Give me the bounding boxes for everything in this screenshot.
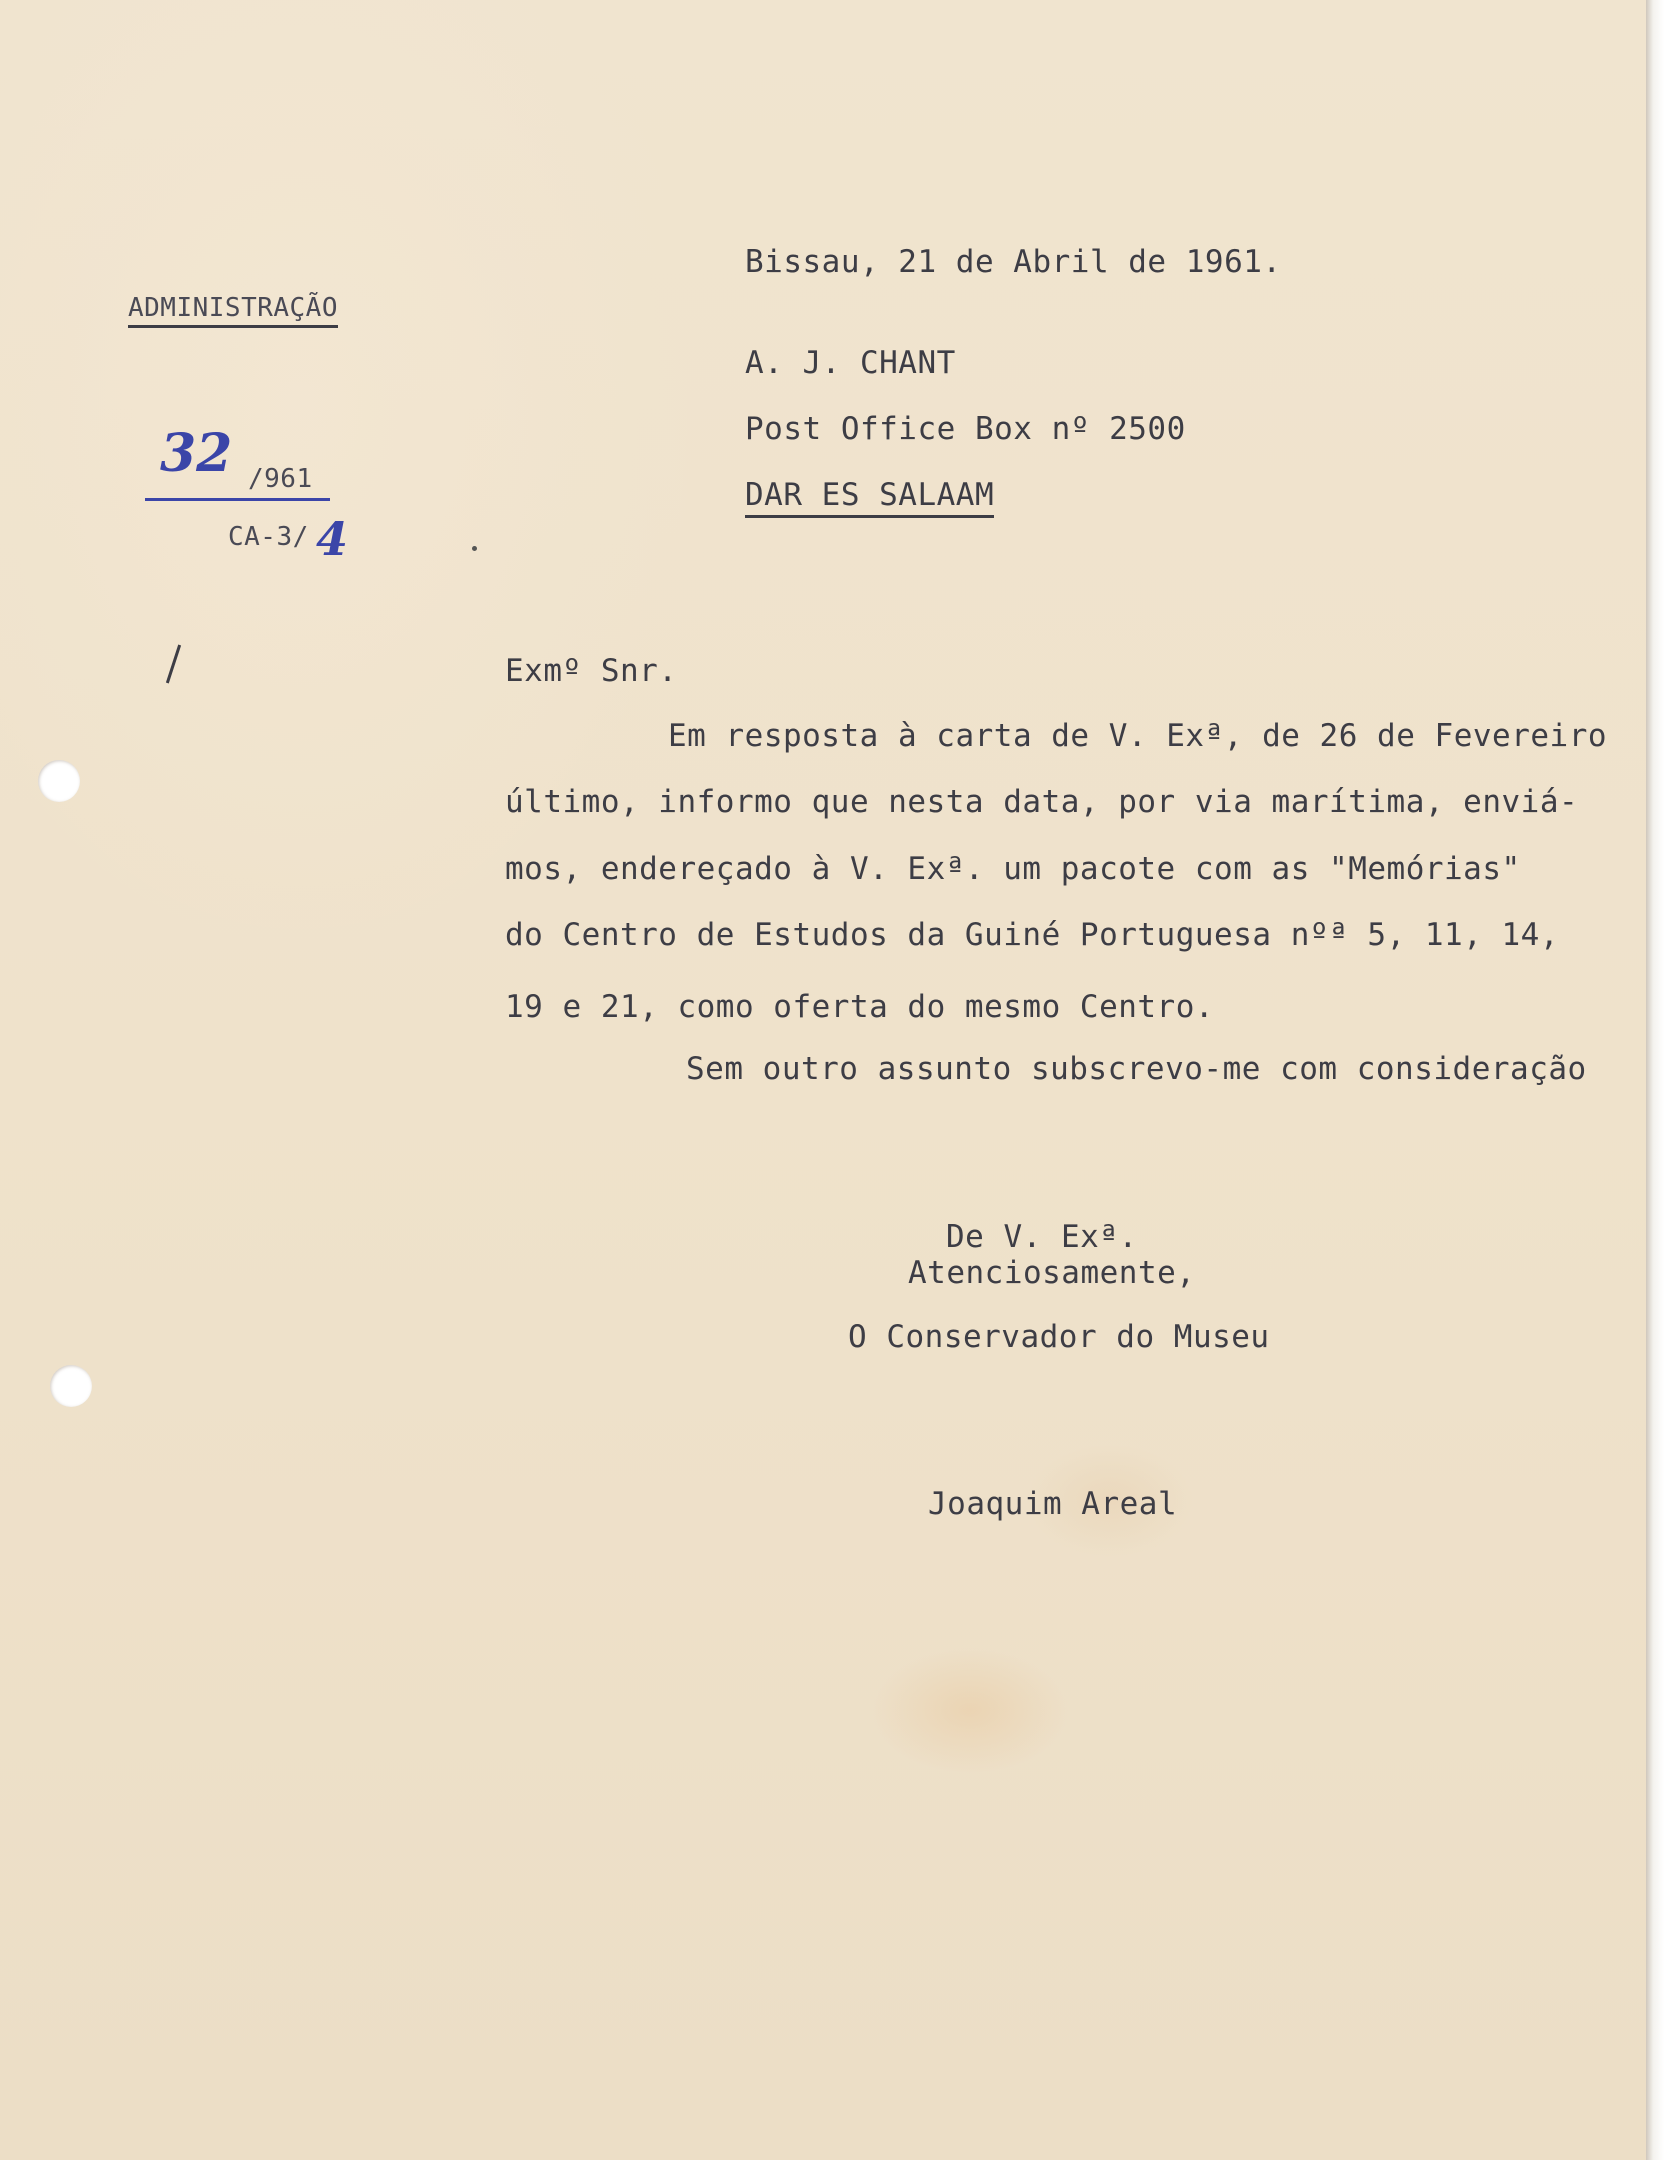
signature-title: O Conservador do Museu xyxy=(848,1319,1270,1355)
body-line: último, informo que nesta data, por via marítima, enviá- xyxy=(505,784,1579,820)
signature-closing: Atenciosamente, xyxy=(908,1255,1196,1291)
reference-code: CA-3/ xyxy=(228,522,309,552)
margin-tick-mark xyxy=(166,645,181,684)
reference-year: /961 xyxy=(248,464,313,494)
date-line: Bissau, 21 de Abril de 1961. xyxy=(745,244,1282,280)
recipient-name: A. J. CHANT xyxy=(745,345,956,381)
reference-underline xyxy=(145,498,330,501)
body-line: Em resposta à carta de V. Exª, de 26 de Fevereiro xyxy=(668,718,1608,754)
punch-hole xyxy=(50,1365,92,1407)
department-heading: ADMINISTRAÇÃO xyxy=(128,295,338,328)
body-line: do Centro de Estudos da Guiné Portuguesa nºª 5, 11, 14, xyxy=(505,917,1559,953)
page-edge xyxy=(1646,0,1664,2160)
handwritten-reference-number: 32 xyxy=(160,423,233,484)
closing-line: Sem outro assunto subscrevo-me com consideração xyxy=(686,1051,1587,1087)
punch-hole xyxy=(38,760,80,802)
salutation: Exmº Snr. xyxy=(505,653,678,689)
signature-name: Joaquim Areal xyxy=(928,1486,1178,1522)
body-line: mos, endereçado à V. Exª. um pacote com as "Memórias" xyxy=(505,851,1521,887)
body-line: 19 e 21, como oferta do mesmo Centro. xyxy=(505,989,1215,1025)
recipient-address: Post Office Box nº 2500 xyxy=(745,411,1186,447)
signature-courtesy: De V. Exª. xyxy=(946,1219,1138,1255)
recipient-city: DAR ES SALAAM xyxy=(745,480,994,518)
handwritten-reference-code: 4 xyxy=(316,512,349,566)
ink-dot xyxy=(472,546,477,551)
